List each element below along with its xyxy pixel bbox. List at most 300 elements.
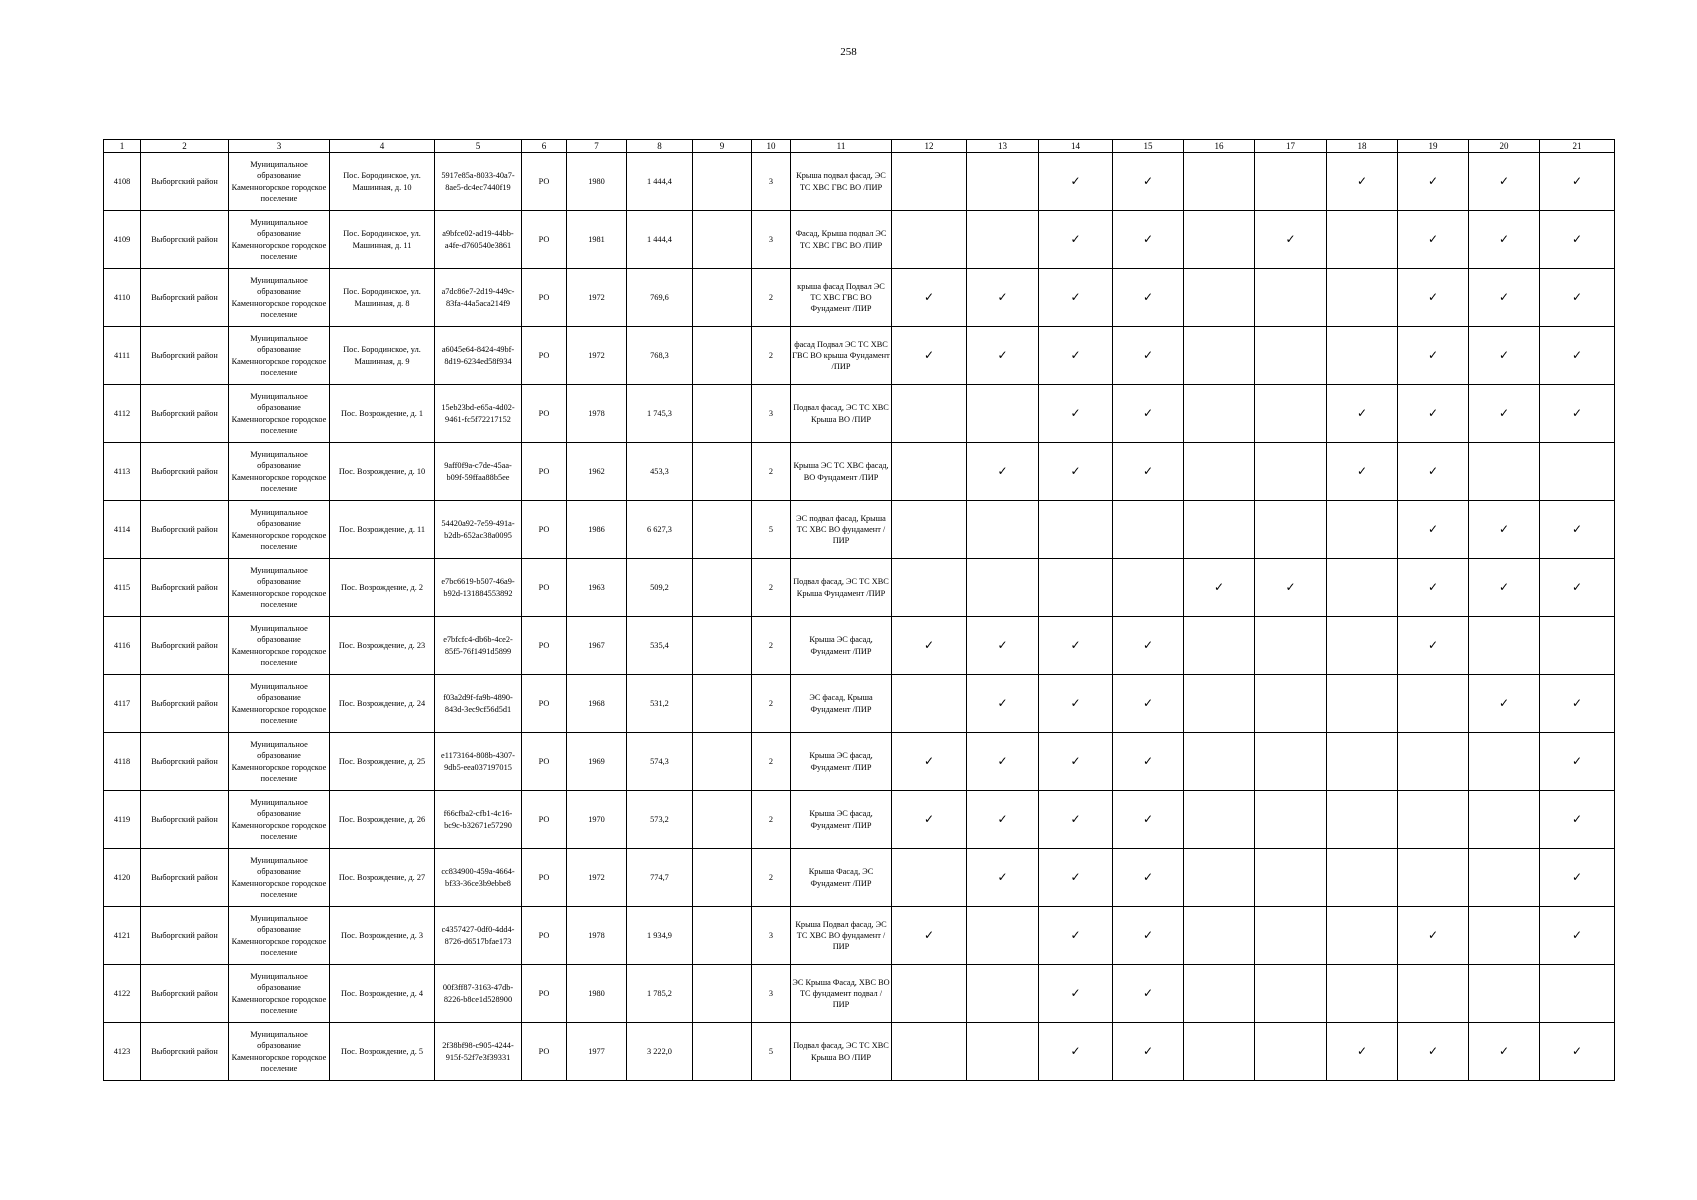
check-cell-col-21: [1540, 907, 1615, 965]
year-cell: 1980: [567, 965, 627, 1023]
address-cell: Пос. Возрождение, д. 2: [330, 559, 435, 617]
check-cell-col-14: [1039, 559, 1113, 617]
check-mark-icon: ✓: [1427, 174, 1439, 189]
check-cell-col-19: [1398, 559, 1469, 617]
check-cell-col-15: [1113, 791, 1184, 849]
check-cell-col-20: [1469, 617, 1540, 675]
check-cell-col-14: [1039, 617, 1113, 675]
check-cell-col-17: [1255, 849, 1327, 907]
check-cell-col-21: [1540, 211, 1615, 269]
guid-cell: a6045e64-8424-49bf-8d19-6234ed58f934: [435, 327, 522, 385]
column-header-15: 15: [1113, 140, 1184, 153]
type-cell: РО: [522, 443, 567, 501]
check-mark-icon: ✓: [1142, 754, 1154, 769]
check-cell-col-18: [1327, 153, 1398, 211]
check-cell-col-19: [1398, 153, 1469, 211]
check-mark-icon: ✓: [1498, 1044, 1510, 1059]
check-cell-col-19: [1398, 675, 1469, 733]
check-cell-col-18: [1327, 211, 1398, 269]
column-header-4: 4: [330, 140, 435, 153]
column-9-cell: [693, 907, 752, 965]
check-mark-icon: ✓: [1070, 986, 1081, 1001]
column-header-1: 1: [104, 140, 141, 153]
check-mark-icon: ✓: [1356, 464, 1368, 479]
area-cell: 774,7: [627, 849, 693, 907]
works-cell: ЭС фасад, Крыша Фундамент /ПИР: [791, 675, 892, 733]
column-9-cell: [693, 733, 752, 791]
check-cell-col-12: [892, 675, 967, 733]
check-cell-col-16: [1184, 153, 1255, 211]
address-cell: Пос. Возрождение, д. 3: [330, 907, 435, 965]
table-header: [104, 140, 1615, 153]
column-header-18: 18: [1327, 140, 1398, 153]
type-cell: РО: [522, 617, 567, 675]
year-cell: 1980: [567, 153, 627, 211]
check-cell-col-13: [967, 617, 1039, 675]
table-row: [104, 733, 1615, 791]
check-mark-icon: ✓: [997, 464, 1008, 479]
address-cell: Пос. Возрождение, д. 1: [330, 385, 435, 443]
column-header-21: 21: [1540, 140, 1615, 153]
check-mark-icon: ✓: [1498, 174, 1510, 189]
table-row: [104, 269, 1615, 327]
municipality-cell: Муниципальное образование Каменногорское городское поселение: [229, 385, 330, 443]
check-mark-icon: ✓: [923, 928, 935, 943]
area-cell: 1 444,4: [627, 211, 693, 269]
check-mark-icon: ✓: [1213, 580, 1225, 595]
district-cell: Выборгский район: [141, 1023, 229, 1081]
district-cell: Выборгский район: [141, 675, 229, 733]
area-cell: 574,3: [627, 733, 693, 791]
check-cell-col-21: [1540, 269, 1615, 327]
column-header-5: 5: [435, 140, 522, 153]
check-mark-icon: ✓: [1142, 1044, 1154, 1059]
district-cell: Выборгский район: [141, 907, 229, 965]
check-mark-icon: ✓: [1142, 174, 1154, 189]
check-cell-col-17: [1255, 327, 1327, 385]
check-cell-col-20: [1469, 1023, 1540, 1081]
check-mark-icon: ✓: [1427, 638, 1439, 653]
guid-cell: e7bfcfc4-db6b-4ce2-85f5-76f1491d5899: [435, 617, 522, 675]
check-cell-col-19: [1398, 617, 1469, 675]
guid-cell: 9aff0f9a-c7de-45aa-b09f-59ffaa88b5ee: [435, 443, 522, 501]
municipality-cell: Муниципальное образование Каменногорское городское поселение: [229, 791, 330, 849]
address-cell: Пос. Возрождение, д. 23: [330, 617, 435, 675]
row-number: 4114: [104, 501, 141, 559]
table-row: [104, 327, 1615, 385]
check-cell-col-13: [967, 733, 1039, 791]
check-mark-icon: ✓: [997, 812, 1008, 827]
check-cell-col-16: [1184, 327, 1255, 385]
municipality-cell: Муниципальное образование Каменногорское городское поселение: [229, 1023, 330, 1081]
check-cell-col-17: [1255, 907, 1327, 965]
guid-cell: a9bfce02-ad19-44bb-a4fe-d760540e3861: [435, 211, 522, 269]
row-number: 4116: [104, 617, 141, 675]
row-number: 4122: [104, 965, 141, 1023]
check-cell-col-20: [1469, 791, 1540, 849]
check-mark-icon: ✓: [1142, 928, 1154, 943]
check-cell-col-16: [1184, 791, 1255, 849]
district-cell: Выборгский район: [141, 269, 229, 327]
check-mark-icon: ✓: [1427, 348, 1439, 363]
check-cell-col-21: [1540, 849, 1615, 907]
guid-cell: 54420a92-7e59-491a-b2db-652ac38a0095: [435, 501, 522, 559]
area-cell: 531,2: [627, 675, 693, 733]
check-mark-icon: ✓: [997, 870, 1008, 885]
row-number: 4109: [104, 211, 141, 269]
check-mark-icon: ✓: [1142, 232, 1154, 247]
check-cell-col-15: [1113, 849, 1184, 907]
row-number: 4113: [104, 443, 141, 501]
works-cell: Подвал фасад, ЭС ТС ХВС Крыша ВО /ПИР: [791, 385, 892, 443]
check-cell-col-14: [1039, 1023, 1113, 1081]
check-cell-col-19: [1398, 501, 1469, 559]
check-cell-col-13: [967, 211, 1039, 269]
address-cell: Пос. Возрождение, д. 25: [330, 733, 435, 791]
check-cell-col-14: [1039, 211, 1113, 269]
address-cell: Пос. Возрождение, д. 24: [330, 675, 435, 733]
area-cell: 1 785,2: [627, 965, 693, 1023]
check-cell-col-18: [1327, 385, 1398, 443]
municipality-cell: Муниципальное образование Каменногорское городское поселение: [229, 153, 330, 211]
guid-cell: f66cfba2-cfb1-4c16-bc9c-b32671e57290: [435, 791, 522, 849]
column-9-cell: [693, 559, 752, 617]
check-cell-col-15: [1113, 443, 1184, 501]
floors-cell: 2: [752, 269, 791, 327]
check-cell-col-13: [967, 849, 1039, 907]
floors-cell: 5: [752, 501, 791, 559]
check-mark-icon: ✓: [1070, 638, 1081, 653]
column-header-17: 17: [1255, 140, 1327, 153]
type-cell: РО: [522, 733, 567, 791]
check-mark-icon: ✓: [997, 348, 1008, 363]
row-number: 4110: [104, 269, 141, 327]
check-cell-col-18: [1327, 501, 1398, 559]
floors-cell: 2: [752, 675, 791, 733]
check-cell-col-15: [1113, 153, 1184, 211]
check-cell-col-18: [1327, 849, 1398, 907]
check-mark-icon: ✓: [1427, 928, 1439, 943]
column-header-20: 20: [1469, 140, 1540, 153]
check-cell-col-17: [1255, 965, 1327, 1023]
check-cell-col-13: [967, 1023, 1039, 1081]
check-cell-col-21: [1540, 617, 1615, 675]
check-cell-col-18: [1327, 965, 1398, 1023]
column-header-3: 3: [229, 140, 330, 153]
municipality-cell: Муниципальное образование Каменногорское городское поселение: [229, 617, 330, 675]
check-mark-icon: ✓: [1571, 290, 1583, 305]
type-cell: РО: [522, 153, 567, 211]
check-mark-icon: ✓: [1070, 174, 1081, 189]
check-cell-col-21: [1540, 965, 1615, 1023]
year-cell: 1967: [567, 617, 627, 675]
column-9-cell: [693, 1023, 752, 1081]
municipality-cell: Муниципальное образование Каменногорское городское поселение: [229, 443, 330, 501]
check-mark-icon: ✓: [1070, 406, 1081, 421]
table-row: [104, 675, 1615, 733]
check-cell-col-17: [1255, 791, 1327, 849]
municipality-cell: Муниципальное образование Каменногорское городское поселение: [229, 327, 330, 385]
table-row: [104, 443, 1615, 501]
column-header-16: 16: [1184, 140, 1255, 153]
municipality-cell: Муниципальное образование Каменногорское городское поселение: [229, 675, 330, 733]
check-cell-col-14: [1039, 443, 1113, 501]
check-cell-col-16: [1184, 1023, 1255, 1081]
district-cell: Выборгский район: [141, 559, 229, 617]
check-mark-icon: ✓: [1498, 232, 1510, 247]
floors-cell: 2: [752, 849, 791, 907]
year-cell: 1981: [567, 211, 627, 269]
check-mark-icon: ✓: [1142, 870, 1154, 885]
works-cell: Крыша ЭС фасад, Фундамент /ПИР: [791, 733, 892, 791]
check-mark-icon: ✓: [1571, 812, 1583, 827]
column-9-cell: [693, 327, 752, 385]
works-cell: ЭС Крыша Фасад, ХВС ВО ТС фундамент подвал /ПИР: [791, 965, 892, 1023]
check-cell-col-18: [1327, 269, 1398, 327]
check-mark-icon: ✓: [1498, 406, 1510, 421]
municipality-cell: Муниципальное образование Каменногорское городское поселение: [229, 501, 330, 559]
column-header-6: 6: [522, 140, 567, 153]
guid-cell: cc834900-459a-4664-bf33-36ce3b9ebbe8: [435, 849, 522, 907]
works-cell: Крыша ЭС ТС ХВС фасад, ВО Фундамент /ПИР: [791, 443, 892, 501]
district-cell: Выборгский район: [141, 211, 229, 269]
column-9-cell: [693, 617, 752, 675]
check-mark-icon: ✓: [1498, 522, 1510, 537]
check-cell-col-12: [892, 907, 967, 965]
check-cell-col-21: [1540, 327, 1615, 385]
type-cell: РО: [522, 965, 567, 1023]
column-header-10: 10: [752, 140, 791, 153]
works-cell: Крыша Фасад, ЭС Фундамент /ПИР: [791, 849, 892, 907]
floors-cell: 5: [752, 1023, 791, 1081]
check-cell-col-19: [1398, 965, 1469, 1023]
check-cell-col-20: [1469, 559, 1540, 617]
check-cell-col-17: [1255, 675, 1327, 733]
check-mark-icon: ✓: [1142, 638, 1154, 653]
row-number: 4123: [104, 1023, 141, 1081]
check-cell-col-16: [1184, 443, 1255, 501]
municipality-cell: Муниципальное образование Каменногорское городское поселение: [229, 849, 330, 907]
check-mark-icon: ✓: [1571, 174, 1583, 189]
check-cell-col-19: [1398, 907, 1469, 965]
column-header-13: 13: [967, 140, 1039, 153]
table-row: [104, 501, 1615, 559]
check-mark-icon: ✓: [1142, 290, 1154, 305]
check-cell-col-12: [892, 849, 967, 907]
column-9-cell: [693, 211, 752, 269]
check-cell-col-14: [1039, 907, 1113, 965]
address-cell: Пос. Возрождение, д. 27: [330, 849, 435, 907]
year-cell: 1977: [567, 1023, 627, 1081]
address-cell: Пос. Бородинское, ул. Машинная, д. 9: [330, 327, 435, 385]
check-cell-col-20: [1469, 501, 1540, 559]
check-cell-col-18: [1327, 791, 1398, 849]
check-mark-icon: ✓: [1142, 464, 1154, 479]
check-mark-icon: ✓: [1142, 986, 1154, 1001]
table-body: [104, 153, 1615, 1081]
guid-cell: 5917e85a-8033-40a7-8ae5-dc4ec7440f19: [435, 153, 522, 211]
works-cell: Крыша подвал фасад, ЭС ТС ХВС ГВС ВО /ПИР: [791, 153, 892, 211]
district-cell: Выборгский район: [141, 327, 229, 385]
check-mark-icon: ✓: [1285, 580, 1296, 595]
check-cell-col-14: [1039, 791, 1113, 849]
check-cell-col-21: [1540, 443, 1615, 501]
table-row: [104, 907, 1615, 965]
area-cell: 769,6: [627, 269, 693, 327]
year-cell: 1963: [567, 559, 627, 617]
check-mark-icon: ✓: [1356, 1044, 1368, 1059]
type-cell: РО: [522, 385, 567, 443]
address-cell: Пос. Возрождение, д. 10: [330, 443, 435, 501]
check-cell-col-15: [1113, 269, 1184, 327]
check-cell-col-19: [1398, 385, 1469, 443]
check-mark-icon: ✓: [1070, 928, 1081, 943]
check-mark-icon: ✓: [1070, 1044, 1081, 1059]
check-cell-col-13: [967, 907, 1039, 965]
guid-cell: 2f38bf98-c905-4244-915f-52f7e3f39331: [435, 1023, 522, 1081]
address-cell: Пос. Возрождение, д. 11: [330, 501, 435, 559]
check-cell-col-16: [1184, 269, 1255, 327]
check-cell-col-13: [967, 501, 1039, 559]
year-cell: 1970: [567, 791, 627, 849]
check-mark-icon: ✓: [1427, 290, 1439, 305]
address-cell: Пос. Возрождение, д. 5: [330, 1023, 435, 1081]
check-mark-icon: ✓: [923, 290, 935, 305]
type-cell: РО: [522, 791, 567, 849]
district-cell: Выборгский район: [141, 385, 229, 443]
works-cell: Крыша Подвал фасад, ЭС ТС ХВС ВО фундамент /ПИР: [791, 907, 892, 965]
check-cell-col-20: [1469, 153, 1540, 211]
works-cell: Подвал фасад, ЭС ТС ХВС Крыша Фундамент /ПИР: [791, 559, 892, 617]
check-cell-col-14: [1039, 733, 1113, 791]
check-cell-col-12: [892, 617, 967, 675]
check-cell-col-16: [1184, 211, 1255, 269]
year-cell: 1978: [567, 385, 627, 443]
district-cell: Выборгский район: [141, 501, 229, 559]
floors-cell: 3: [752, 211, 791, 269]
check-cell-col-12: [892, 791, 967, 849]
column-9-cell: [693, 153, 752, 211]
check-cell-col-13: [967, 675, 1039, 733]
works-cell: Крыша ЭС фасад, Фундамент /ПИР: [791, 791, 892, 849]
column-9-cell: [693, 443, 752, 501]
page-number: 258: [840, 46, 857, 58]
area-cell: 535,4: [627, 617, 693, 675]
check-mark-icon: ✓: [1427, 580, 1439, 595]
check-cell-col-14: [1039, 675, 1113, 733]
municipality-cell: Муниципальное образование Каменногорское городское поселение: [229, 965, 330, 1023]
year-cell: 1978: [567, 907, 627, 965]
municipality-cell: Муниципальное образование Каменногорское городское поселение: [229, 733, 330, 791]
check-mark-icon: ✓: [1571, 870, 1583, 885]
check-cell-col-21: [1540, 675, 1615, 733]
guid-cell: e1173164-808b-4307-9db5-eea037197015: [435, 733, 522, 791]
check-cell-col-12: [892, 211, 967, 269]
year-cell: 1986: [567, 501, 627, 559]
check-cell-col-13: [967, 965, 1039, 1023]
check-cell-col-15: [1113, 385, 1184, 443]
check-cell-col-21: [1540, 559, 1615, 617]
check-cell-col-18: [1327, 907, 1398, 965]
check-mark-icon: ✓: [1427, 406, 1439, 421]
column-9-cell: [693, 965, 752, 1023]
check-cell-col-18: [1327, 617, 1398, 675]
check-cell-col-12: [892, 153, 967, 211]
floors-cell: 3: [752, 907, 791, 965]
column-header-11: 11: [791, 140, 892, 153]
check-mark-icon: ✓: [1498, 348, 1510, 363]
check-cell-col-17: [1255, 1023, 1327, 1081]
area-cell: 453,3: [627, 443, 693, 501]
table-row: [104, 617, 1615, 675]
type-cell: РО: [522, 907, 567, 965]
year-cell: 1969: [567, 733, 627, 791]
row-number: 4118: [104, 733, 141, 791]
type-cell: РО: [522, 1023, 567, 1081]
district-cell: Выборгский район: [141, 849, 229, 907]
check-cell-col-17: [1255, 211, 1327, 269]
check-mark-icon: ✓: [1070, 696, 1081, 711]
check-cell-col-19: [1398, 443, 1469, 501]
row-number: 4112: [104, 385, 141, 443]
check-cell-col-13: [967, 443, 1039, 501]
check-cell-col-14: [1039, 269, 1113, 327]
check-cell-col-17: [1255, 559, 1327, 617]
check-cell-col-18: [1327, 443, 1398, 501]
check-mark-icon: ✓: [1070, 290, 1081, 305]
row-number: 4121: [104, 907, 141, 965]
check-cell-col-15: [1113, 733, 1184, 791]
address-cell: Пос. Возрождение, д. 4: [330, 965, 435, 1023]
table-row: [104, 1023, 1615, 1081]
check-cell-col-16: [1184, 733, 1255, 791]
check-mark-icon: ✓: [1427, 1044, 1439, 1059]
check-mark-icon: ✓: [1356, 406, 1368, 421]
check-cell-col-15: [1113, 675, 1184, 733]
check-cell-col-17: [1255, 385, 1327, 443]
check-mark-icon: ✓: [1142, 406, 1154, 421]
check-cell-col-15: [1113, 327, 1184, 385]
address-cell: Пос. Возрождение, д. 26: [330, 791, 435, 849]
check-cell-col-12: [892, 443, 967, 501]
check-cell-col-14: [1039, 153, 1113, 211]
check-mark-icon: ✓: [1571, 696, 1583, 711]
address-cell: Пос. Бородинское, ул. Машинная, д. 10: [330, 153, 435, 211]
municipality-cell: Муниципальное образование Каменногорское городское поселение: [229, 269, 330, 327]
column-header-8: 8: [627, 140, 693, 153]
header-row: [104, 140, 1615, 153]
check-cell-col-17: [1255, 153, 1327, 211]
check-cell-col-15: [1113, 965, 1184, 1023]
check-cell-col-15: [1113, 559, 1184, 617]
check-mark-icon: ✓: [1571, 1044, 1583, 1059]
area-cell: 1 934,9: [627, 907, 693, 965]
check-mark-icon: ✓: [1571, 232, 1583, 247]
check-cell-col-13: [967, 269, 1039, 327]
check-cell-col-19: [1398, 211, 1469, 269]
table-row: [104, 791, 1615, 849]
check-cell-col-19: [1398, 327, 1469, 385]
check-cell-col-21: [1540, 153, 1615, 211]
check-cell-col-20: [1469, 211, 1540, 269]
floors-cell: 3: [752, 153, 791, 211]
check-cell-col-15: [1113, 211, 1184, 269]
row-number: 4108: [104, 153, 141, 211]
works-cell: Крыша ЭС фасад, Фундамент /ПИР: [791, 617, 892, 675]
check-cell-col-14: [1039, 327, 1113, 385]
check-mark-icon: ✓: [1571, 522, 1583, 537]
check-cell-col-17: [1255, 733, 1327, 791]
